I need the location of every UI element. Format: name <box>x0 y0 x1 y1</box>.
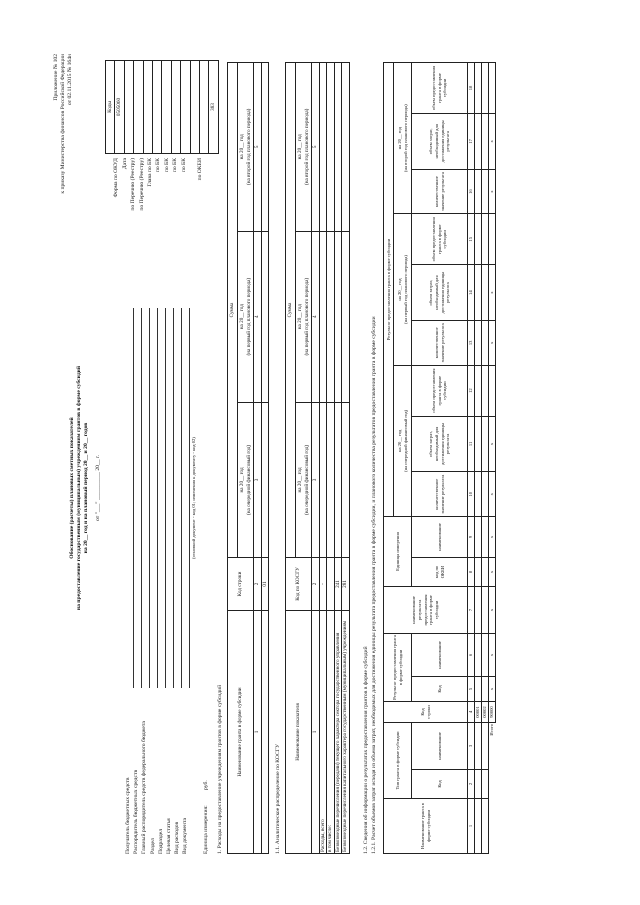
col-header: Код по КОСГУ <box>286 558 312 611</box>
col-header: Код строки <box>384 702 468 723</box>
table-row <box>475 63 482 854</box>
code-label: по Перечню (Реестру) <box>130 158 137 211</box>
year-label: на 20__ год <box>297 134 303 160</box>
col-number: 4 <box>468 702 475 723</box>
year-note: (на второй год планового периода) <box>245 108 252 185</box>
section12-title: 1.2. Сведения об информации о результатах предоставления грантов в форме субсидий <box>363 646 369 854</box>
col-header: Наименование показателя <box>286 611 312 854</box>
col-number: 5 <box>254 63 262 232</box>
unit-value: руб. <box>203 780 209 790</box>
title-line: на 20__ год и на плановый период 20__ и 20__ годов <box>82 422 89 554</box>
col-header: объем предоставления гранта в форме субсидии <box>412 63 468 114</box>
year-label: на 20__ год <box>239 467 245 493</box>
section12-subtitle: 1.2.1. Расчет объемов затрат исходя из объема затрат, необходимых для достижения единицы результата предоставления гранта в форме субсидии, и планового количества результатов предоставления гранта в форме субсидии <box>371 316 377 854</box>
x-mark: x <box>489 587 496 634</box>
col-number: 11 <box>468 416 475 472</box>
year-label: на 20__ год <box>297 304 303 330</box>
header-field-label: Главный распорядитель средств федерального бюджета <box>141 721 148 854</box>
codes-table <box>105 60 219 154</box>
form-title <box>69 278 90 698</box>
table-row <box>319 63 327 854</box>
col-header: Код <box>412 677 468 702</box>
col-header: Наименование гранта в форме субсидии <box>228 611 254 854</box>
year-note: (на первый год планового периода) <box>303 277 310 356</box>
code-label: по БК <box>163 158 170 173</box>
col-header: объем затрат, необходимый для достижения единицы результата <box>412 265 468 321</box>
row-name: Безвозмездные перечисления капитального характера государственным (муниципальным) учреждениям <box>342 611 350 854</box>
year-note: (на первый год планового периода) <box>402 255 408 324</box>
x-mark: x <box>489 265 496 321</box>
table-row <box>342 63 350 854</box>
x-mark: x <box>489 634 496 677</box>
code-label: по БК <box>155 158 162 173</box>
col-number: 7 <box>468 587 475 634</box>
x-mark: x <box>489 472 496 517</box>
appendix-line: от 02.11.2015 № 164н <box>66 54 73 106</box>
x-mark: x <box>489 416 496 472</box>
col-number: 3 <box>468 723 475 770</box>
header-fields <box>125 694 191 854</box>
year-label: на 20__ год <box>297 467 303 493</box>
row-name: Расходы, всего <box>319 611 327 854</box>
year-label: на 20__ год <box>396 278 402 301</box>
col-header: наименование <box>412 517 468 558</box>
row-name: Безвозмездные перечисления (передачи) текущего характера сектора государственного управления <box>334 611 342 854</box>
col-header: наименование результата предоставления гранта в форме субсидии <box>384 587 468 634</box>
appendix-line: Приложение № 102 <box>53 54 59 101</box>
appendix-line: к приказу Министерства финансов Российской Федерации <box>59 54 66 194</box>
col-number: 13 <box>468 321 475 366</box>
section1-title: 1. Расходы на предоставление учреждениям грантов в форме субсидий <box>217 684 223 854</box>
codes-header: Коды <box>106 61 115 154</box>
col-header: Сумма <box>228 63 238 558</box>
col-number: 4 <box>312 231 320 402</box>
col-number: 4 <box>254 231 262 402</box>
col-number: 3 <box>312 402 320 557</box>
col-number: 2 <box>468 770 475 799</box>
doc-note: (основной документ - код 01; изменения к документу - код 02) <box>191 437 196 559</box>
col-header: Тип гранта в форме субсидии <box>384 723 412 799</box>
row-code: 00002 <box>482 702 489 723</box>
unit-label: Единица измерения: <box>203 805 209 854</box>
col-number: 2 <box>254 558 262 611</box>
col-number: 1 <box>468 799 475 854</box>
date-label: Дата <box>121 158 128 170</box>
row-code: 241 <box>334 558 342 611</box>
col-number: 5 <box>312 63 320 232</box>
x-mark: x <box>489 169 496 214</box>
col-header: объем затрат, необходимый для достижения единицы результата <box>412 113 468 169</box>
year-note: (на очередной финансовый год) <box>245 444 252 515</box>
row-code: - <box>319 558 327 611</box>
code-label: по БК <box>180 158 187 173</box>
col-number: 6 <box>468 634 475 677</box>
header-field-label: Вид расходов <box>174 821 181 854</box>
col-header: объем затрат, необходимый для достижения единицы результата <box>412 416 468 472</box>
row-name: в том числе: <box>327 611 335 854</box>
header-field-label: Получатель бюджетных средств <box>125 777 131 854</box>
col-header: Единица измерения <box>384 517 412 587</box>
col-number: 5 <box>468 677 475 702</box>
code-label: по БК <box>172 158 179 173</box>
col-number: 16 <box>468 169 475 214</box>
header-field-label: Подраздел <box>157 828 164 854</box>
header-field-label: Распорядитель бюджетных средств <box>133 769 140 854</box>
year-note: (на второй год планового периода) <box>402 104 408 172</box>
col-number: 3 <box>254 402 262 557</box>
col-number: 9 <box>468 517 475 558</box>
okei-label: по ОКЕИ <box>197 158 204 181</box>
total-label: Итого <box>489 724 495 736</box>
header-field-label: Вид документа <box>182 818 189 854</box>
header-field-label: Целевая статья <box>165 818 172 854</box>
table-row <box>482 63 489 854</box>
col-number: 18 <box>468 63 475 114</box>
col-number: 2 <box>312 558 320 611</box>
section11-table <box>285 62 350 854</box>
col-header: объем предоставления гранта в форме субсидии <box>412 365 468 416</box>
col-header: Результат предоставления гранта в форме субсидии <box>384 63 394 517</box>
row-code: 90000 <box>489 702 496 723</box>
year-note: (на второй год планового периода) <box>303 108 310 185</box>
x-mark: x <box>489 321 496 366</box>
section1-table <box>227 62 269 854</box>
codes-labels <box>105 158 206 298</box>
x-mark: x <box>489 113 496 169</box>
year-note: (на первый год планового периода) <box>245 277 252 356</box>
year-label: на 20__ год <box>396 429 402 452</box>
col-number: 14 <box>468 265 475 321</box>
total-row <box>489 63 496 854</box>
title-line: на предоставление государственным (муниципальным) учреждениям грантов в форме субсидий <box>75 365 82 611</box>
row-code: 01 <box>261 558 269 611</box>
col-header: количественное значение результата <box>412 321 468 366</box>
table-row <box>327 63 335 854</box>
col-number: 15 <box>468 214 475 265</box>
col-header: Сумма <box>286 63 296 558</box>
col-header: Результат предоставления гранта в форме субсидии <box>384 634 412 702</box>
col-number: 10 <box>468 472 475 517</box>
col-header: наименование <box>412 634 468 677</box>
col-header: количественное значение результата <box>412 472 468 517</box>
year-note: (на очередной финансовый год) <box>303 444 310 515</box>
col-header: Код <box>412 770 468 799</box>
col-header: Код строки <box>228 558 254 611</box>
col-header: наименование <box>412 723 468 770</box>
section11-title: 1.1. Аналитическое распределение по КОСГУ <box>275 744 281 854</box>
document-page <box>45 48 610 858</box>
form-date: от "___" __________ 20__ г. <box>95 455 101 521</box>
col-header: объем предоставления гранта в форме субсидии <box>412 214 468 265</box>
row-code: 281 <box>342 558 350 611</box>
code-label: Глава по БК <box>146 158 153 187</box>
okud-value: 0505060 <box>115 61 124 154</box>
unit-row <box>203 780 210 854</box>
col-header: количественное значение результата <box>412 169 468 214</box>
row-code: 00001 <box>475 702 482 723</box>
col-header: Наименование гранта в форме субсидии <box>384 799 468 854</box>
col-number: 1 <box>312 611 320 854</box>
code-label: по Перечню (Реестру) <box>138 158 145 211</box>
okud-label: Форма по ОКУД <box>113 158 120 198</box>
x-mark: x <box>489 558 496 587</box>
header-field-label: Раздел <box>149 838 156 854</box>
year-label: на 20__ год <box>396 127 402 150</box>
okei-value: 383 <box>209 61 218 154</box>
col-number: 1 <box>254 611 262 854</box>
year-label: на 20__ год <box>239 134 245 160</box>
x-mark: x <box>489 677 496 702</box>
col-number: 17 <box>468 113 475 169</box>
year-note: (на очередной финансовый год) <box>402 409 408 472</box>
year-label: на 20__ год <box>239 304 245 330</box>
title-line: Обоснование (расчеты) плановых сметных показателей <box>69 417 75 559</box>
col-header: код по ОКЕИ <box>412 558 468 587</box>
col-number: 12 <box>468 365 475 416</box>
section12-table <box>383 62 496 854</box>
table-row <box>334 63 342 854</box>
x-mark: x <box>489 517 496 558</box>
row-code <box>327 558 335 611</box>
col-number: 8 <box>468 558 475 587</box>
